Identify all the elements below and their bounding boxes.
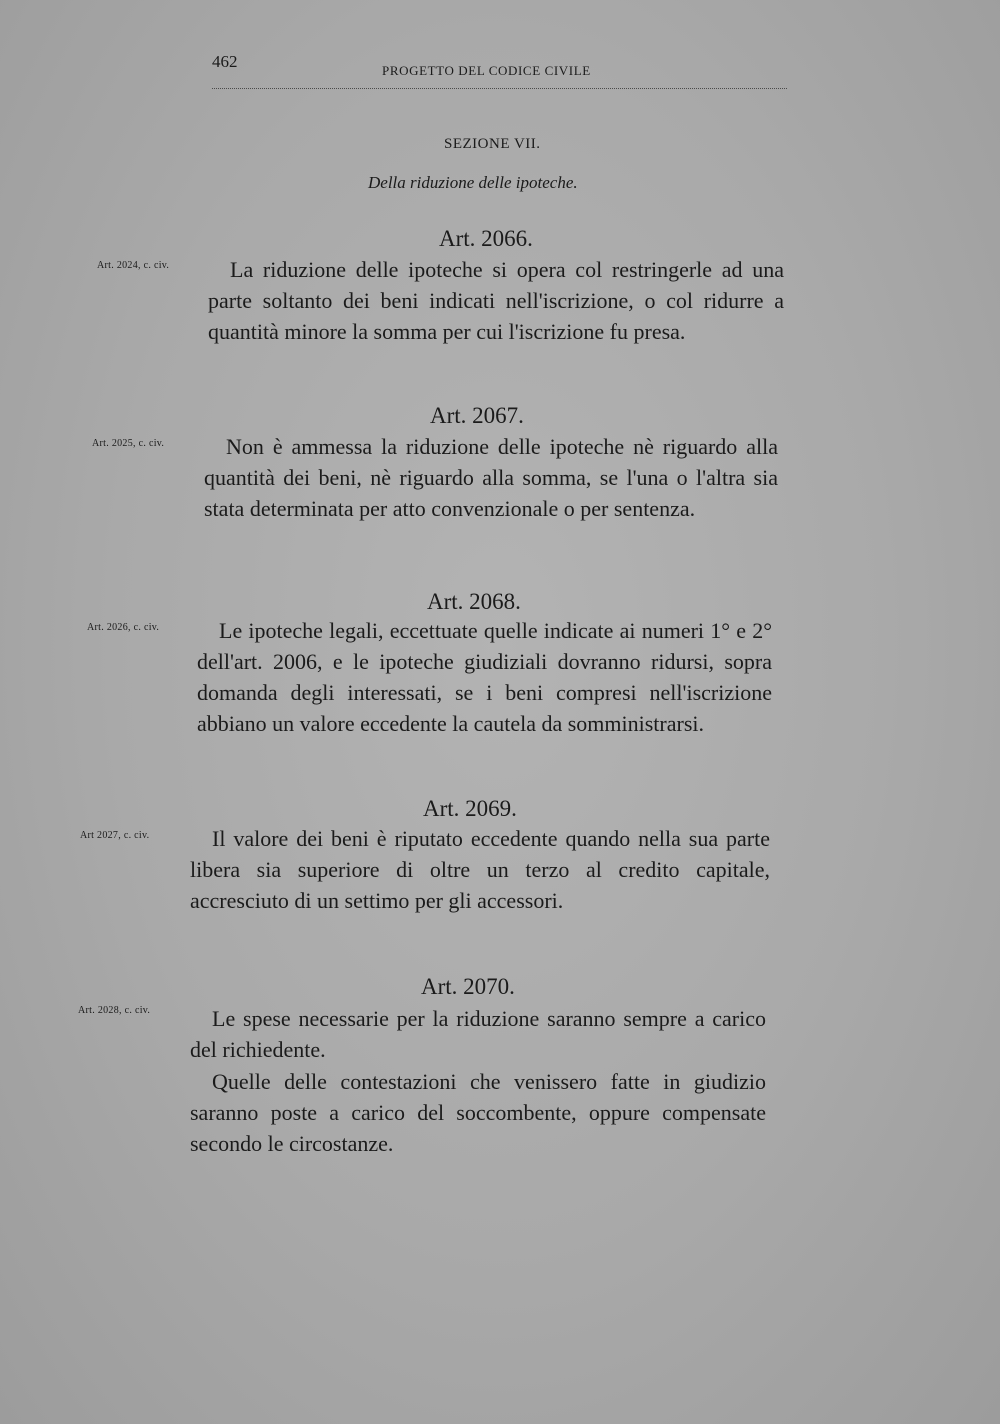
page-number: 462 [212, 52, 238, 71]
article-paragraph: Quelle delle contestazioni che venissero fatte in giudizio saranno poste a carico del soccombente, oppure compensate secondo le circostanze. [190, 1069, 766, 1156]
article-heading: Art. 2070. [421, 974, 515, 999]
running-title: PROGETTO DEL CODICE CIVILE [382, 63, 591, 78]
article-paragraph: Il valore dei beni è riputato eccedente quando nella sua parte libera sia superiore di oltre un terzo al credito capitale, accresciuto di un settimo per gli accessori. [190, 826, 770, 913]
margin-reference: Art. 2024, c. civ. [97, 260, 170, 271]
margin-reference: Art. 2028, c. civ. [78, 1005, 151, 1016]
article-paragraph: La riduzione delle ipoteche si opera col restringerle ad una parte soltanto dei beni indicati nell'iscrizione, o col ridurre a quantità minore la somma per cui l'iscrizione fu presa. [208, 257, 784, 344]
section-subtitle: Della riduzione delle ipoteche. [368, 173, 578, 192]
margin-reference: Art. 2026, c. civ. [87, 622, 160, 633]
article-heading: Art. 2066. [439, 226, 533, 251]
article-paragraph: Le spese necessarie per la riduzione saranno sempre a carico del richiedente. [190, 1006, 766, 1062]
article-heading: Art. 2067. [430, 403, 524, 428]
article-paragraph: Le ipoteche legali, eccettuate quelle indicate ai numeri 1° e 2° dell'art. 2006, e le ipoteche giudiziali dovranno ridursi, sopra domanda degli interessati, se i beni compresi nell'iscrizione abbiano un valore eccedente la cautela da somministrarsi. [197, 618, 772, 736]
margin-reference: Art. 2025, c. civ. [92, 438, 165, 449]
margin-reference: Art 2027, c. civ. [80, 830, 150, 841]
article-heading: Art. 2069. [423, 796, 517, 821]
header-rule [212, 88, 787, 89]
page-header [212, 52, 787, 92]
article-heading: Art. 2068. [427, 589, 521, 614]
article-paragraph: Non è ammessa la riduzione delle ipoteche nè riguardo alla quantità dei beni, nè riguardo alla somma, se l'una o l'altra sia stata determinata per atto convenzionale o per sentenza. [204, 434, 778, 521]
section-title: SEZIONE VII. [444, 136, 541, 152]
